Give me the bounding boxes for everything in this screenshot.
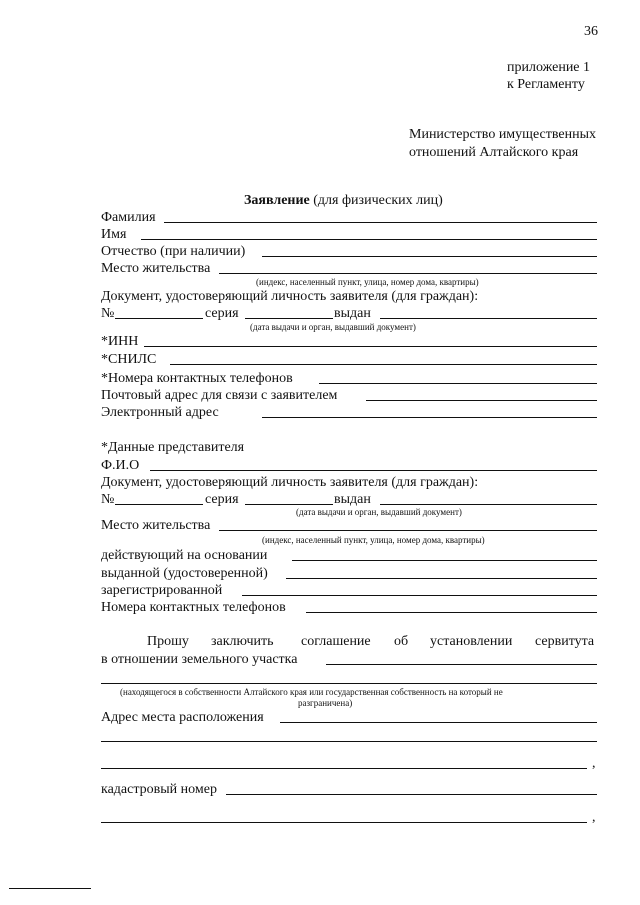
label-representative: *Данные представителя bbox=[101, 440, 245, 455]
comma-2: , bbox=[592, 810, 596, 825]
label-no: № bbox=[101, 306, 115, 321]
document-title bbox=[244, 193, 443, 209]
field-inn[interactable] bbox=[144, 346, 597, 347]
label-rep-series: серия bbox=[205, 492, 239, 507]
field-cadastral[interactable] bbox=[226, 794, 597, 795]
field-fio[interactable] bbox=[150, 470, 597, 471]
label-series: серия bbox=[205, 306, 239, 321]
label-inn: *ИНН bbox=[101, 334, 139, 349]
req-word-3: соглашение bbox=[301, 634, 371, 649]
label-address: Адрес места расположения bbox=[101, 710, 264, 725]
label-rep-phones: Номера контактных телефонов bbox=[101, 600, 286, 615]
label-phones: *Номера контактных телефонов bbox=[101, 371, 293, 386]
hint-rep-residence: (индекс, населенный пункт, улица, номер дома, квартиры) bbox=[262, 535, 485, 545]
hint-rep-issued: (дата выдачи и орган, выдавший документ) bbox=[296, 507, 462, 517]
label-land-plot: в отношении земельного участка bbox=[101, 652, 298, 667]
field-phones[interactable] bbox=[319, 383, 597, 384]
hint-ownership-2: разграничена) bbox=[298, 698, 353, 708]
field-patronymic[interactable] bbox=[262, 256, 597, 257]
req-word-1: Прошу bbox=[147, 634, 189, 649]
label-name: Имя bbox=[101, 227, 127, 242]
title-normal: (для физических лиц) bbox=[309, 193, 443, 208]
field-rep-doc-issued[interactable] bbox=[380, 504, 597, 505]
hint-issued: (дата выдачи и орган, выдавший документ) bbox=[250, 322, 416, 332]
req-word-6: сервитута bbox=[535, 634, 595, 649]
field-rep-doc-number[interactable] bbox=[115, 504, 203, 505]
req-word-2: заключить bbox=[211, 634, 274, 649]
field-basis[interactable] bbox=[292, 560, 597, 561]
page-number: 36 bbox=[584, 24, 598, 39]
field-doc-number[interactable] bbox=[115, 318, 203, 319]
footnote-rule bbox=[9, 888, 91, 889]
hint-residence: (индекс, населенный пункт, улица, номер дома, квартиры) bbox=[256, 277, 479, 287]
hint-ownership-1: (находящегося в собственности Алтайского края или государственная собственность на который не bbox=[120, 687, 503, 697]
field-land-plot-2[interactable] bbox=[101, 683, 597, 684]
appendix-line1: приложение 1 bbox=[507, 60, 591, 75]
field-rep-doc-series[interactable] bbox=[245, 504, 333, 505]
label-rep-issued: выдан bbox=[334, 492, 371, 507]
field-residence[interactable] bbox=[219, 273, 597, 274]
label-snils: *СНИЛС bbox=[101, 352, 157, 367]
field-rep-phones[interactable] bbox=[306, 612, 597, 613]
title-bold: Заявление bbox=[244, 193, 310, 208]
field-rep-residence[interactable] bbox=[219, 530, 597, 531]
field-address[interactable] bbox=[280, 722, 597, 723]
field-surname[interactable] bbox=[164, 222, 597, 223]
label-basis: действующий на основании bbox=[101, 548, 268, 563]
req-word-4: об bbox=[394, 634, 409, 649]
addressee-line1: Министерство имущественных bbox=[409, 127, 596, 142]
addressee-line2: отношений Алтайского края bbox=[409, 145, 579, 160]
label-rep-residence: Место жительства bbox=[101, 518, 211, 533]
field-cadastral-2[interactable] bbox=[101, 822, 587, 823]
label-issued: выдан bbox=[334, 306, 371, 321]
label-rep-no: № bbox=[101, 492, 115, 507]
appendix-line2: к Регламенту bbox=[507, 77, 585, 92]
field-name[interactable] bbox=[141, 239, 597, 240]
label-email: Электронный адрес bbox=[101, 405, 219, 420]
field-address-3[interactable] bbox=[101, 768, 587, 769]
label-postal: Почтовый адрес для связи с заявителем bbox=[101, 388, 338, 403]
req-word-5: установлении bbox=[430, 634, 513, 649]
label-residence: Место жительства bbox=[101, 261, 211, 276]
field-doc-issued[interactable] bbox=[380, 318, 597, 319]
field-land-plot[interactable] bbox=[326, 664, 597, 665]
label-rep-id-doc: Документ, удостоверяющий личность заявителя (для граждан): bbox=[101, 475, 479, 490]
label-registered: зарегистрированной bbox=[101, 583, 223, 598]
field-postal[interactable] bbox=[366, 400, 597, 401]
label-fio: Ф.И.О bbox=[101, 458, 140, 473]
comma-1: , bbox=[592, 756, 596, 771]
label-issued-by: выданной (удостоверенной) bbox=[101, 566, 268, 581]
label-id-doc: Документ, удостоверяющий личность заявителя (для граждан): bbox=[101, 289, 479, 304]
field-snils[interactable] bbox=[170, 364, 597, 365]
field-email[interactable] bbox=[262, 417, 597, 418]
field-issued-by[interactable] bbox=[286, 578, 597, 579]
label-surname: Фамилия bbox=[101, 210, 156, 225]
field-registered[interactable] bbox=[242, 595, 597, 596]
label-patronymic: Отчество (при наличии) bbox=[101, 244, 246, 259]
label-cadastral: кадастровый номер bbox=[101, 782, 217, 797]
field-doc-series[interactable] bbox=[245, 318, 333, 319]
field-address-2[interactable] bbox=[101, 741, 597, 742]
